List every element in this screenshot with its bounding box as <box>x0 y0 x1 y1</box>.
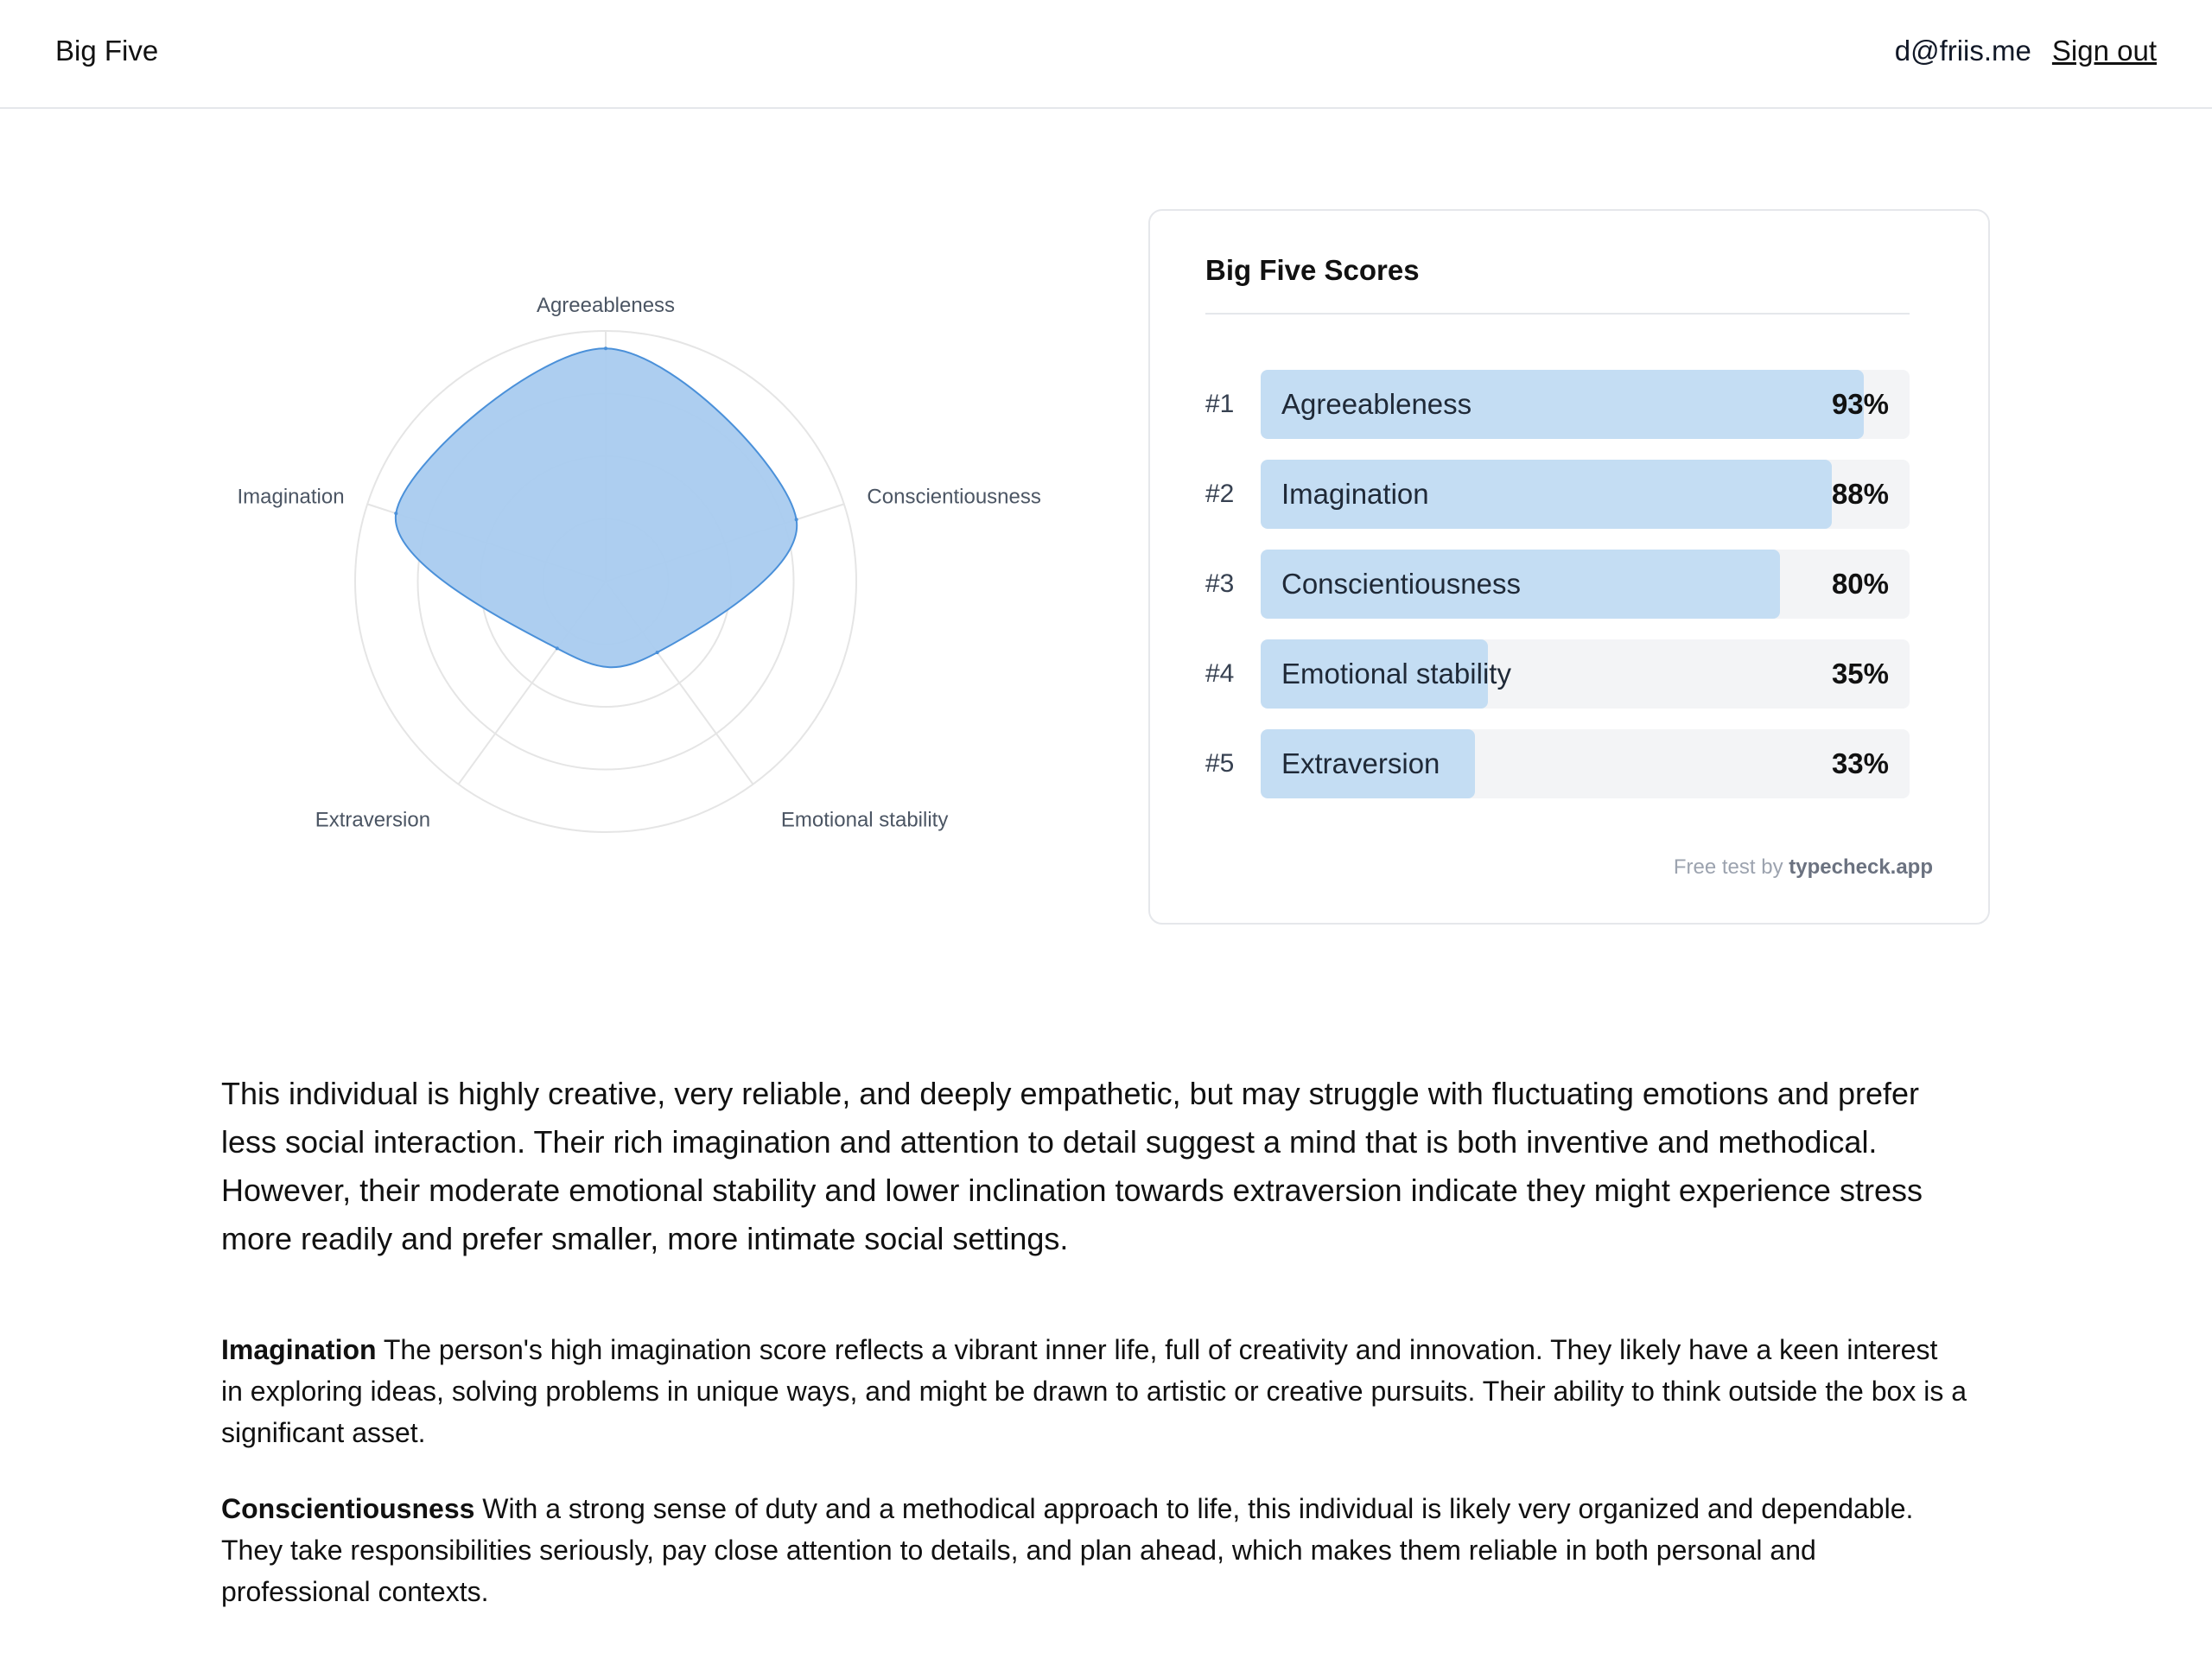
score-row <box>1205 460 1910 529</box>
radar-axis-label: Conscientiousness <box>867 485 1041 509</box>
score-bar-track <box>1261 460 1910 529</box>
user-area <box>1895 35 2157 67</box>
radar-axis-label: Imagination <box>237 485 345 509</box>
score-trait-label: Conscientiousness <box>1281 568 1521 600</box>
credit-prefix: Free test by <box>1673 855 1783 879</box>
radar-data-point <box>556 646 559 650</box>
score-rank: #5 <box>1205 749 1235 778</box>
detail-conscientiousness <box>221 1488 1967 1612</box>
score-trait-label: Agreeableness <box>1281 388 1472 420</box>
radar-data-point <box>604 346 607 350</box>
score-trait-label: Emotional stability <box>1281 658 1511 690</box>
sign-out-link[interactable]: Sign out <box>2051 35 2157 67</box>
radar-data-point <box>394 512 397 515</box>
score-bar-track <box>1261 729 1910 798</box>
card-title: Big Five Scores <box>1205 254 1420 286</box>
radar-axis-label: Extraversion <box>315 808 431 832</box>
radar-data-point <box>656 651 659 654</box>
radar-series-area <box>396 348 797 667</box>
score-percent: 35% <box>1831 658 1889 690</box>
score-row <box>1205 729 1910 798</box>
radar-chart-svg <box>207 268 1071 890</box>
card-divider <box>1205 313 1910 315</box>
credit-site-link[interactable]: typecheck.app <box>1789 855 1933 879</box>
score-rank: #4 <box>1205 659 1235 688</box>
detail-trait-label: Imagination <box>221 1334 377 1365</box>
score-percent: 88% <box>1831 478 1889 510</box>
summary-paragraph: This individual is highly creative, very reliable, and deeply empathetic, but may struggle with fluctuating emotions and prefer less social interaction. Their rich imagination and attention to detail suggest a mind that is both inventive and methodical. However, their moderate emotional stability and lower inclination towards extraversion indicate they might experience stress more readily and prefer smaller, more intimate social settings. <box>221 1076 1923 1256</box>
detail-text: With a strong sense of duty and a methodical approach to life, this individual is likely very organized and dependable. They take responsibilities seriously, pay close attention to details, and plan ahead, which makes them reliable in both personal and professional contexts. <box>221 1493 1914 1607</box>
score-bar-track <box>1261 370 1910 439</box>
score-trait-label: Extraversion <box>1281 747 1440 779</box>
scores-card <box>1148 209 1990 925</box>
score-list <box>1205 370 1910 819</box>
detail-imagination <box>221 1329 1967 1453</box>
score-row <box>1205 639 1910 709</box>
radar-chart <box>207 268 1071 890</box>
detail-text: The person's high imagination score reflects a vibrant inner life, full of creativity and innovation. They likely have a keen interest in exploring ideas, solving problems in unique ways, and might be drawn to artistic or creative pursuits. Their ability to think outside the box is a significant asset. <box>221 1334 1967 1448</box>
brand-title[interactable]: Big Five <box>55 35 159 67</box>
score-bar-track <box>1261 550 1910 619</box>
score-trait-label: Imagination <box>1281 478 1429 510</box>
score-bar-track <box>1261 639 1910 709</box>
credit-line <box>1674 855 1933 880</box>
score-rank: #2 <box>1205 480 1235 508</box>
radar-axis-label: Agreeableness <box>536 294 676 317</box>
score-percent: 80% <box>1831 568 1889 600</box>
top-bar <box>0 0 2212 109</box>
user-email: d@friis.me <box>1894 35 2031 67</box>
radar-axis-label: Emotional stability <box>780 808 949 832</box>
detail-trait-label: Conscientiousness <box>221 1493 475 1524</box>
score-row <box>1205 550 1910 619</box>
score-row <box>1205 370 1910 439</box>
score-percent: 93% <box>1831 388 1889 420</box>
radar-data-point <box>795 518 798 521</box>
score-rank: #3 <box>1205 569 1235 598</box>
score-percent: 33% <box>1831 747 1889 779</box>
score-rank: #1 <box>1205 390 1235 418</box>
